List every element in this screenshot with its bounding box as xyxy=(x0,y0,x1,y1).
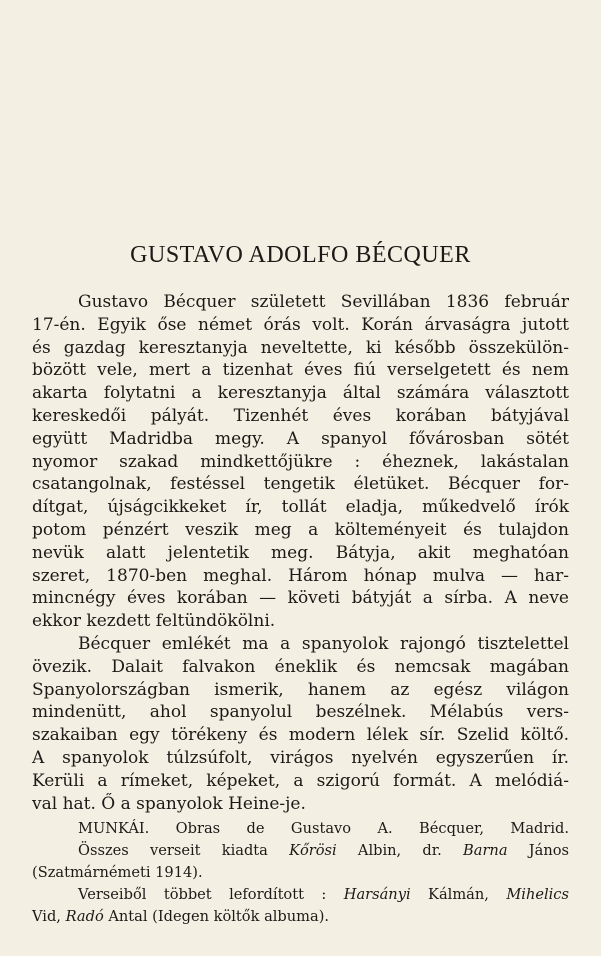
text-line: övezik. Dalait falvakon éneklik és nemcsak magában xyxy=(32,656,569,677)
text-line: potom pénzért veszik meg a költeményeit és tulajdon xyxy=(32,519,569,540)
ref-text: János xyxy=(507,842,569,859)
text-line: Spanyolországban ismerik, hanem az egész világon xyxy=(32,679,569,700)
text-line: és gazdag keresztanyja neveltette, ki később összekülön- xyxy=(32,337,569,358)
translator-name: Radó xyxy=(65,908,104,925)
edition-line: (Szatmárnémeti 1914). xyxy=(32,864,203,881)
bibliography xyxy=(32,818,569,928)
text-line: dítgat, újságcikkeket ír, tollát eladja, műkedvelő írók xyxy=(32,497,569,518)
biography-text xyxy=(32,291,569,815)
translators-line xyxy=(32,906,569,928)
text-line: Gustavo Bécquer született Sevillában 1836 február xyxy=(78,292,569,312)
text-line: mindenütt, ahol spanyolul beszélnek. Mélabús vers- xyxy=(32,702,569,723)
ref-text: Albin, dr. xyxy=(336,842,464,859)
translators-line xyxy=(32,884,569,906)
ref-text: Antal (Idegen költők albuma). xyxy=(103,908,330,925)
text-line: együtt Madridba megy. A spanyol fővárosban sötét xyxy=(32,428,569,449)
text-line: akarta folytatni a keresztanyja által számára választott xyxy=(32,383,569,404)
text-line: val hat. Ő a spanyolok Heine-je. xyxy=(32,793,306,814)
text-line: kereskedői pályát. Tizenhét éves korában bátyjával xyxy=(32,405,569,426)
edition-line xyxy=(32,840,569,862)
editor-name: Kőrösi xyxy=(289,842,337,859)
text-line: Bécquer emlékét ma a spanyolok rajongó tisztelettel xyxy=(78,633,569,654)
works-label: MUNKÁI. xyxy=(78,820,150,837)
ref-text: Összes verseit kiadta xyxy=(78,842,290,859)
works-line xyxy=(32,818,569,840)
ref-text: Vid, xyxy=(32,908,66,925)
translator-name: Harsányi xyxy=(343,886,411,903)
text-line: ekkor kezdett feltündökölni. xyxy=(32,611,276,632)
text-line: nyomor szakad mindkettőjükre : éheznek, lakástalan xyxy=(32,451,569,472)
translator-name: Mihelics xyxy=(506,886,569,903)
text-line: nevük alatt jelentetik meg. Bátyja, akit meghatóan xyxy=(32,542,569,563)
text-line: A spanyolok túlzsúfolt, virágos nyelvén egyszerűen ír. xyxy=(32,747,569,768)
works-text: Obras de Gustavo A. Bécquer, Madrid. xyxy=(149,820,569,837)
text-line: csatangolnak, festéssel tengetik életüket. Bécquer for- xyxy=(32,474,569,495)
text-line: mincnégy éves korában — követi bátyját a sírba. A neve xyxy=(32,588,569,609)
text-line: 17-én. Egyik őse német órás volt. Korán árvaságra jutott xyxy=(32,314,569,335)
editor-name: Barna xyxy=(463,842,508,859)
chapter-title: GUSTAVO ADOLFO BÉCQUER xyxy=(130,242,471,268)
text-line: Kerüli a rímeket, képeket, a szigorú formát. A melódiá- xyxy=(32,770,569,791)
text-line: szeret, 1870-ben meghal. Három hónap mulva — har- xyxy=(32,565,569,586)
text-line: szakaiban egy törékeny és modern lélek sír. Szelid költő. xyxy=(32,725,569,746)
ref-text: Kálmán, xyxy=(410,886,507,903)
ref-text: Verseiből többet lefordított : xyxy=(78,886,344,903)
text-line: bözött vele, mert a tizenhat éves fiú verselgetett és nem xyxy=(32,360,569,381)
